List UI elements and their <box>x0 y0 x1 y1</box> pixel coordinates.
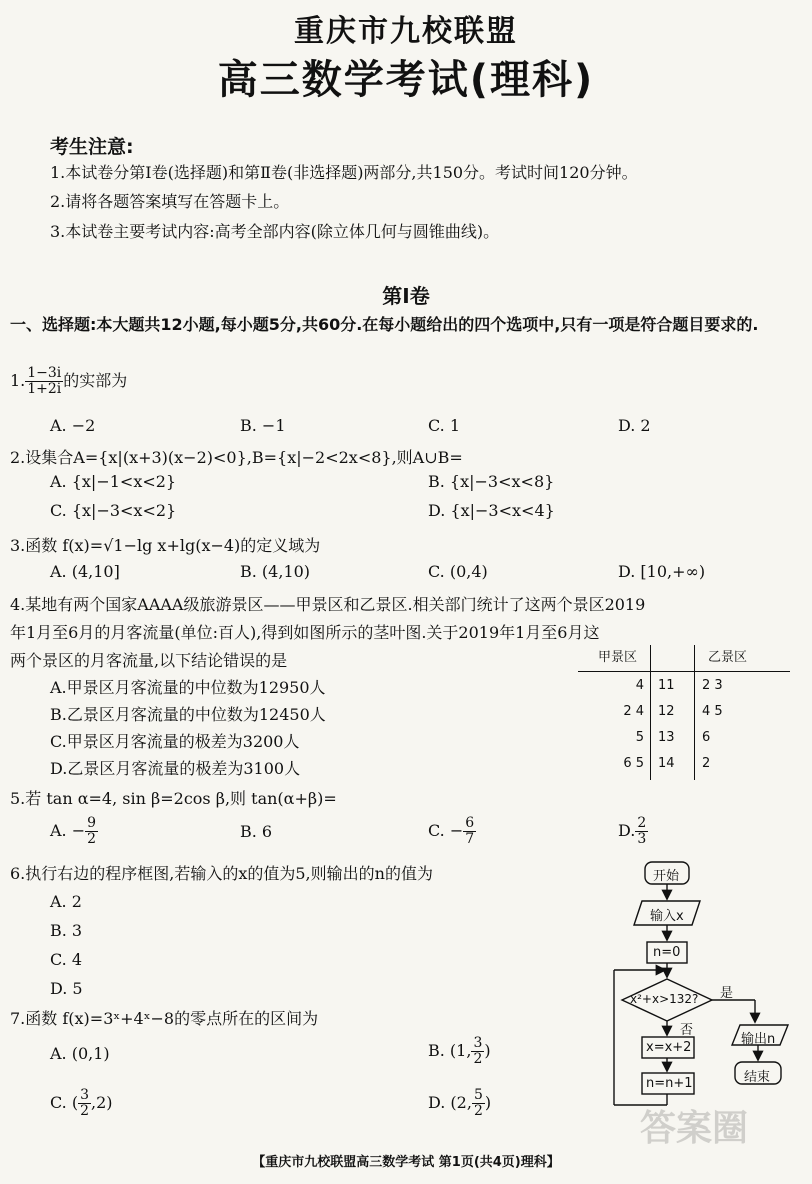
q6-option-c: C. 4 <box>50 950 83 969</box>
question-2-stem: 2.设集合A={x|(x+3)(x−2)<0},B={x|−2<2x<8},则A∪B= <box>10 448 463 467</box>
stem-leaf-right-leaves: 2 3 <box>702 678 723 693</box>
stem-leaf-right-header: 乙景区 <box>708 650 748 665</box>
stem-leaf-left-leaves: 4 <box>635 678 644 693</box>
q4-option-c: C.甲景区月客流量的极差为3200人 <box>50 732 300 751</box>
q3-option-c: C. (0,4) <box>428 562 488 581</box>
flowchart-output-label: 输出n <box>741 1032 776 1047</box>
stem-leaf-left-leaves: 6 5 <box>623 756 644 771</box>
q1-option-c: C. 1 <box>428 416 461 435</box>
exam-title: 高三数学考试(理科) <box>217 57 595 103</box>
q5-option-a: A. − $\frac{9}{2}$ <box>50 815 97 847</box>
q4-option-a: A.甲景区月客流量的中位数为12950人 <box>50 678 326 697</box>
q6-option-b: B. 3 <box>50 921 83 940</box>
exam-league-title: 重庆市九校联盟 <box>294 14 518 49</box>
fraction: $\frac{2}{3}$ <box>637 815 647 847</box>
section-title: 第Ⅰ卷 <box>382 284 430 308</box>
question-5-stem: 5.若 tan α=4, sin β=2cos β,则 tan(α+β)= <box>10 789 337 808</box>
fraction: $\frac{3}{2}$ <box>473 1035 483 1067</box>
question-4-stem-line-3: 两个景区的月客流量,以下结论错误的是 <box>10 651 288 670</box>
stem-leaf-stem: 11 <box>658 678 675 693</box>
stem-leaf-plot <box>578 645 790 780</box>
stem-leaf-right-leaves: 2 <box>702 756 711 771</box>
flowchart-start-label: 开始 <box>653 869 680 884</box>
question-4-stem-line-2: 年1月至6月的月客流量(单位:百人),得到如图所示的茎叶图.关于2019年1月至6月这 <box>10 623 600 642</box>
q3-option-a: A. (4,10] <box>50 562 120 581</box>
notice-item-2: 2.请将各题答案填写在答题卡上。 <box>50 192 290 211</box>
question-4-stem-line-1: 4.某地有两个国家AAAA级旅游景区——甲景区和乙景区.相关部门统计了这两个景区2019 <box>10 595 646 614</box>
stem-leaf-divider <box>578 671 790 672</box>
q3-option-b: B. (4,10) <box>240 562 311 581</box>
q6-option-a: A. 2 <box>50 892 82 911</box>
fraction: $\frac{1-3i}{1+2i}$ <box>27 365 62 397</box>
flowchart-yes-label: 是 <box>720 986 734 1001</box>
question-3-stem: 3.函数 f(x)=√1−lg x+lg(x−4)的定义域为 <box>10 536 321 555</box>
q7-option-b: B. (1, $\frac{3}{2}$ ) <box>428 1035 491 1067</box>
notice-item-3: 3.本试卷主要考试内容:高考全部内容(除立体几何与圆锥曲线)。 <box>50 222 500 241</box>
q3-option-d: D. [10,+∞) <box>618 562 706 581</box>
stem-leaf-divider <box>650 645 651 780</box>
flowchart-end-label: 结束 <box>744 1070 771 1085</box>
q5-option-d: D. $\frac{2}{3}$ <box>618 815 647 847</box>
notice-item-1: 1.本试卷分第Ⅰ卷(选择题)和第Ⅱ卷(非选择题)两部分,共150分。考试时间120分钟。 <box>50 163 638 182</box>
q2-option-c: C. {x|−3<x<2} <box>50 501 177 520</box>
q5-option-c: C. − $\frac{6}{7}$ <box>428 815 475 847</box>
fraction: $\frac{5}{2}$ <box>473 1087 483 1119</box>
flowchart-drawing <box>610 855 810 1115</box>
q1-option-a: A. −2 <box>50 416 96 435</box>
question-6-stem: 6.执行右边的程序框图,若输入的x的值为5,则输出的n的值为 <box>10 864 433 883</box>
fraction: $\frac{3}{2}$ <box>80 1087 90 1119</box>
program-flowchart <box>610 855 810 1115</box>
flowchart-step1-label: x=x+2 <box>646 1040 692 1055</box>
flowchart-condition-label: x²+x>132? <box>630 992 699 1006</box>
q4-option-b: B.乙景区月客流量的中位数为12450人 <box>50 705 326 724</box>
q1-option-b: B. −1 <box>240 416 286 435</box>
question-7-stem: 7.函数 f(x)=3ˣ+4ˣ−8的零点所在的区间为 <box>10 1009 319 1028</box>
question-1-stem: 1. $\frac{1-3i}{1+2i}$ 的实部为 <box>10 365 128 397</box>
page-footer: 【重庆市九校联盟高三数学考试 第1页(共4页)理科】 <box>252 1155 560 1170</box>
notice-heading: 考生注意: <box>50 136 134 158</box>
fraction: $\frac{9}{2}$ <box>87 815 97 847</box>
q1-option-d: D. 2 <box>618 416 651 435</box>
q4-option-d: D.乙景区月客流量的极差为3100人 <box>50 759 301 778</box>
stem-leaf-left-header: 甲景区 <box>598 650 638 665</box>
q7-option-d: D. (2, $\frac{5}{2}$ ) <box>428 1087 492 1119</box>
q2-option-b: B. {x|−3<x<8} <box>428 472 555 491</box>
stem-leaf-stem: 13 <box>658 730 675 745</box>
q7-option-a: A. (0,1) <box>50 1044 110 1063</box>
q6-option-d: D. 5 <box>50 979 83 998</box>
stem-leaf-right-leaves: 6 <box>702 730 711 745</box>
flowchart-step2-label: n=n+1 <box>646 1076 693 1091</box>
stem-leaf-stem: 14 <box>658 756 675 771</box>
question-number: 1. <box>10 371 26 390</box>
q7-option-c: C. ( $\frac{3}{2}$ ,2) <box>50 1087 113 1119</box>
q2-option-d: D. {x|−3<x<4} <box>428 501 555 520</box>
q2-option-a: A. {x|−1<x<2} <box>50 472 177 491</box>
flowchart-init-label: n=0 <box>653 945 681 960</box>
stem-leaf-divider <box>694 645 695 780</box>
stem-leaf-stem: 12 <box>658 704 675 719</box>
flowchart-input-label: 输入x <box>650 909 684 924</box>
stem-leaf-right-leaves: 4 5 <box>702 704 723 719</box>
stem-leaf-left-leaves: 5 <box>635 730 644 745</box>
section-instructions: 一、选择题:本大题共12小题,每小题5分,共60分.在每小题给出的四个选项中,只有一项是符合题目要求的. <box>10 315 759 334</box>
fraction: $\frac{6}{7}$ <box>465 815 475 847</box>
flowchart-no-label: 否 <box>680 1023 694 1038</box>
q5-option-b: B. 6 <box>240 822 273 841</box>
watermark-logo: 答案圈 <box>640 1108 749 1149</box>
stem-leaf-left-leaves: 2 4 <box>623 704 644 719</box>
